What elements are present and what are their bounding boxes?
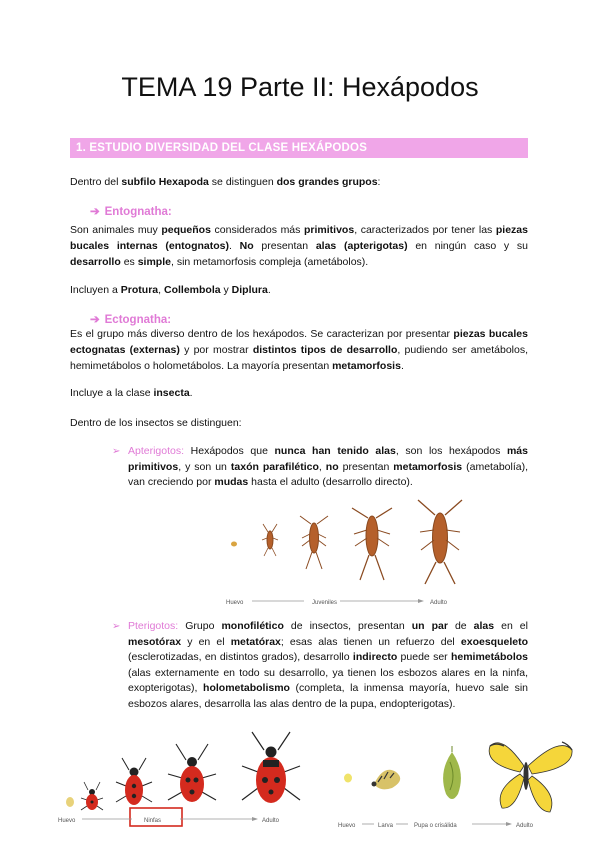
entognatha-heading: ➔ Entognatha:: [90, 206, 172, 218]
apterigotos-development-figure: [222, 494, 484, 610]
nymph-large: [168, 744, 216, 802]
egg: [344, 774, 352, 783]
adult-butterfly: [489, 742, 572, 812]
holometabolo-development-figure: [334, 732, 576, 832]
juvenile-medium: [300, 516, 328, 569]
pterigotos-item: ➢ Pterigotos: Grupo monofilético de insectos, presentan un par de alas en el mesotórax y en el metatórax; esas alas tienen un refuerzo del exoesqueleto (esclerotizadas, en distintos grados), desarrollo indirecto puede ser hemimetábolos (alas externamente en todo su desarrollo, ya tienen los esbozos alares en la ninfa, exopterigotas), holometabolismo (completa, la inmensa mayoría, huevo sale sin esbozos alares, desarrolla las alas dentro de la pupa, endopterigotas).: [112, 620, 528, 710]
label-pupa: Pupa o crisálida: [414, 823, 457, 829]
label-juveniles: Juveniles: [312, 600, 338, 606]
adult: [418, 500, 462, 584]
ectognatha-heading: ➔ Ectognatha:: [90, 314, 172, 326]
adult-bug: [242, 732, 300, 803]
page-title: TEMA 19 Parte II: Hexápodos: [121, 72, 479, 102]
insects-intro: Dentro de los insectos se distinguen:: [70, 417, 242, 429]
section-header-label: 1. ESTUDIO DIVERSIDAD DEL CLASE HEXÁPODOS: [76, 142, 368, 154]
label-larva: Larva: [378, 823, 394, 829]
label-adulto: Adulto: [262, 818, 280, 824]
label-adulto: Adulto: [430, 600, 448, 606]
arrow-right-icon: ➔: [90, 206, 100, 218]
nymph-small: [81, 782, 103, 810]
larva: [372, 770, 401, 790]
section-header: [70, 138, 528, 158]
hemimetabolo-development-figure: [56, 730, 326, 830]
juvenile-large: [352, 508, 392, 580]
label-adulto: Adulto: [516, 823, 534, 829]
intro-paragraph: Dentro del subfilo Hexapoda se distinguen dos grandes grupos:: [70, 176, 381, 188]
entognatha-includes: Incluyen a Protura, Collembola y Diplura.: [70, 284, 271, 296]
apterigotos-item: ➢ Apterigotos: Hexápodos que nunca han tenido alas, son los hexápodos más primitivos, y son un taxón parafilético, no presentan metamorfosis (ametabolía), van creciendo por mudas hasta el adulto (desarrollo directo).: [112, 445, 528, 488]
pupa: [443, 746, 461, 799]
label-ninfas: Ninfas: [144, 818, 162, 824]
egg: [231, 542, 237, 547]
nymph-medium: [116, 758, 152, 805]
bullet-arrow-icon: ➢: [112, 621, 121, 632]
ectognatha-includes: Incluye a la clase insecta.: [70, 387, 193, 399]
juvenile-small: [262, 524, 278, 556]
bullet-arrow-icon: ➢: [112, 446, 121, 457]
ectognatha-paragraph: Es el grupo más diverso dentro de los hexápodos. Se caracterizan por presentar piezas bucales ectognatas (externas) y por mostrar distintos tipos de desarrollo, pudiendo ser ametábolos, hemimetábolos o holometábolos. La mayoría presentan metamorfosis.: [70, 328, 528, 372]
egg: [66, 797, 74, 807]
arrow-right-icon: ➔: [90, 314, 100, 326]
label-huevo: Huevo: [338, 823, 356, 829]
entognatha-paragraph: Son animales muy pequeños considerados más primitivos, caracterizados por tener las piezas bucales internas (entognatos). No presentan alas (apterigotas) en ningún caso y su desarrollo es simple, sin metamorfosis compleja (ametábolos).: [70, 224, 528, 268]
label-huevo: Huevo: [58, 818, 76, 824]
label-huevo: Huevo: [226, 600, 244, 606]
